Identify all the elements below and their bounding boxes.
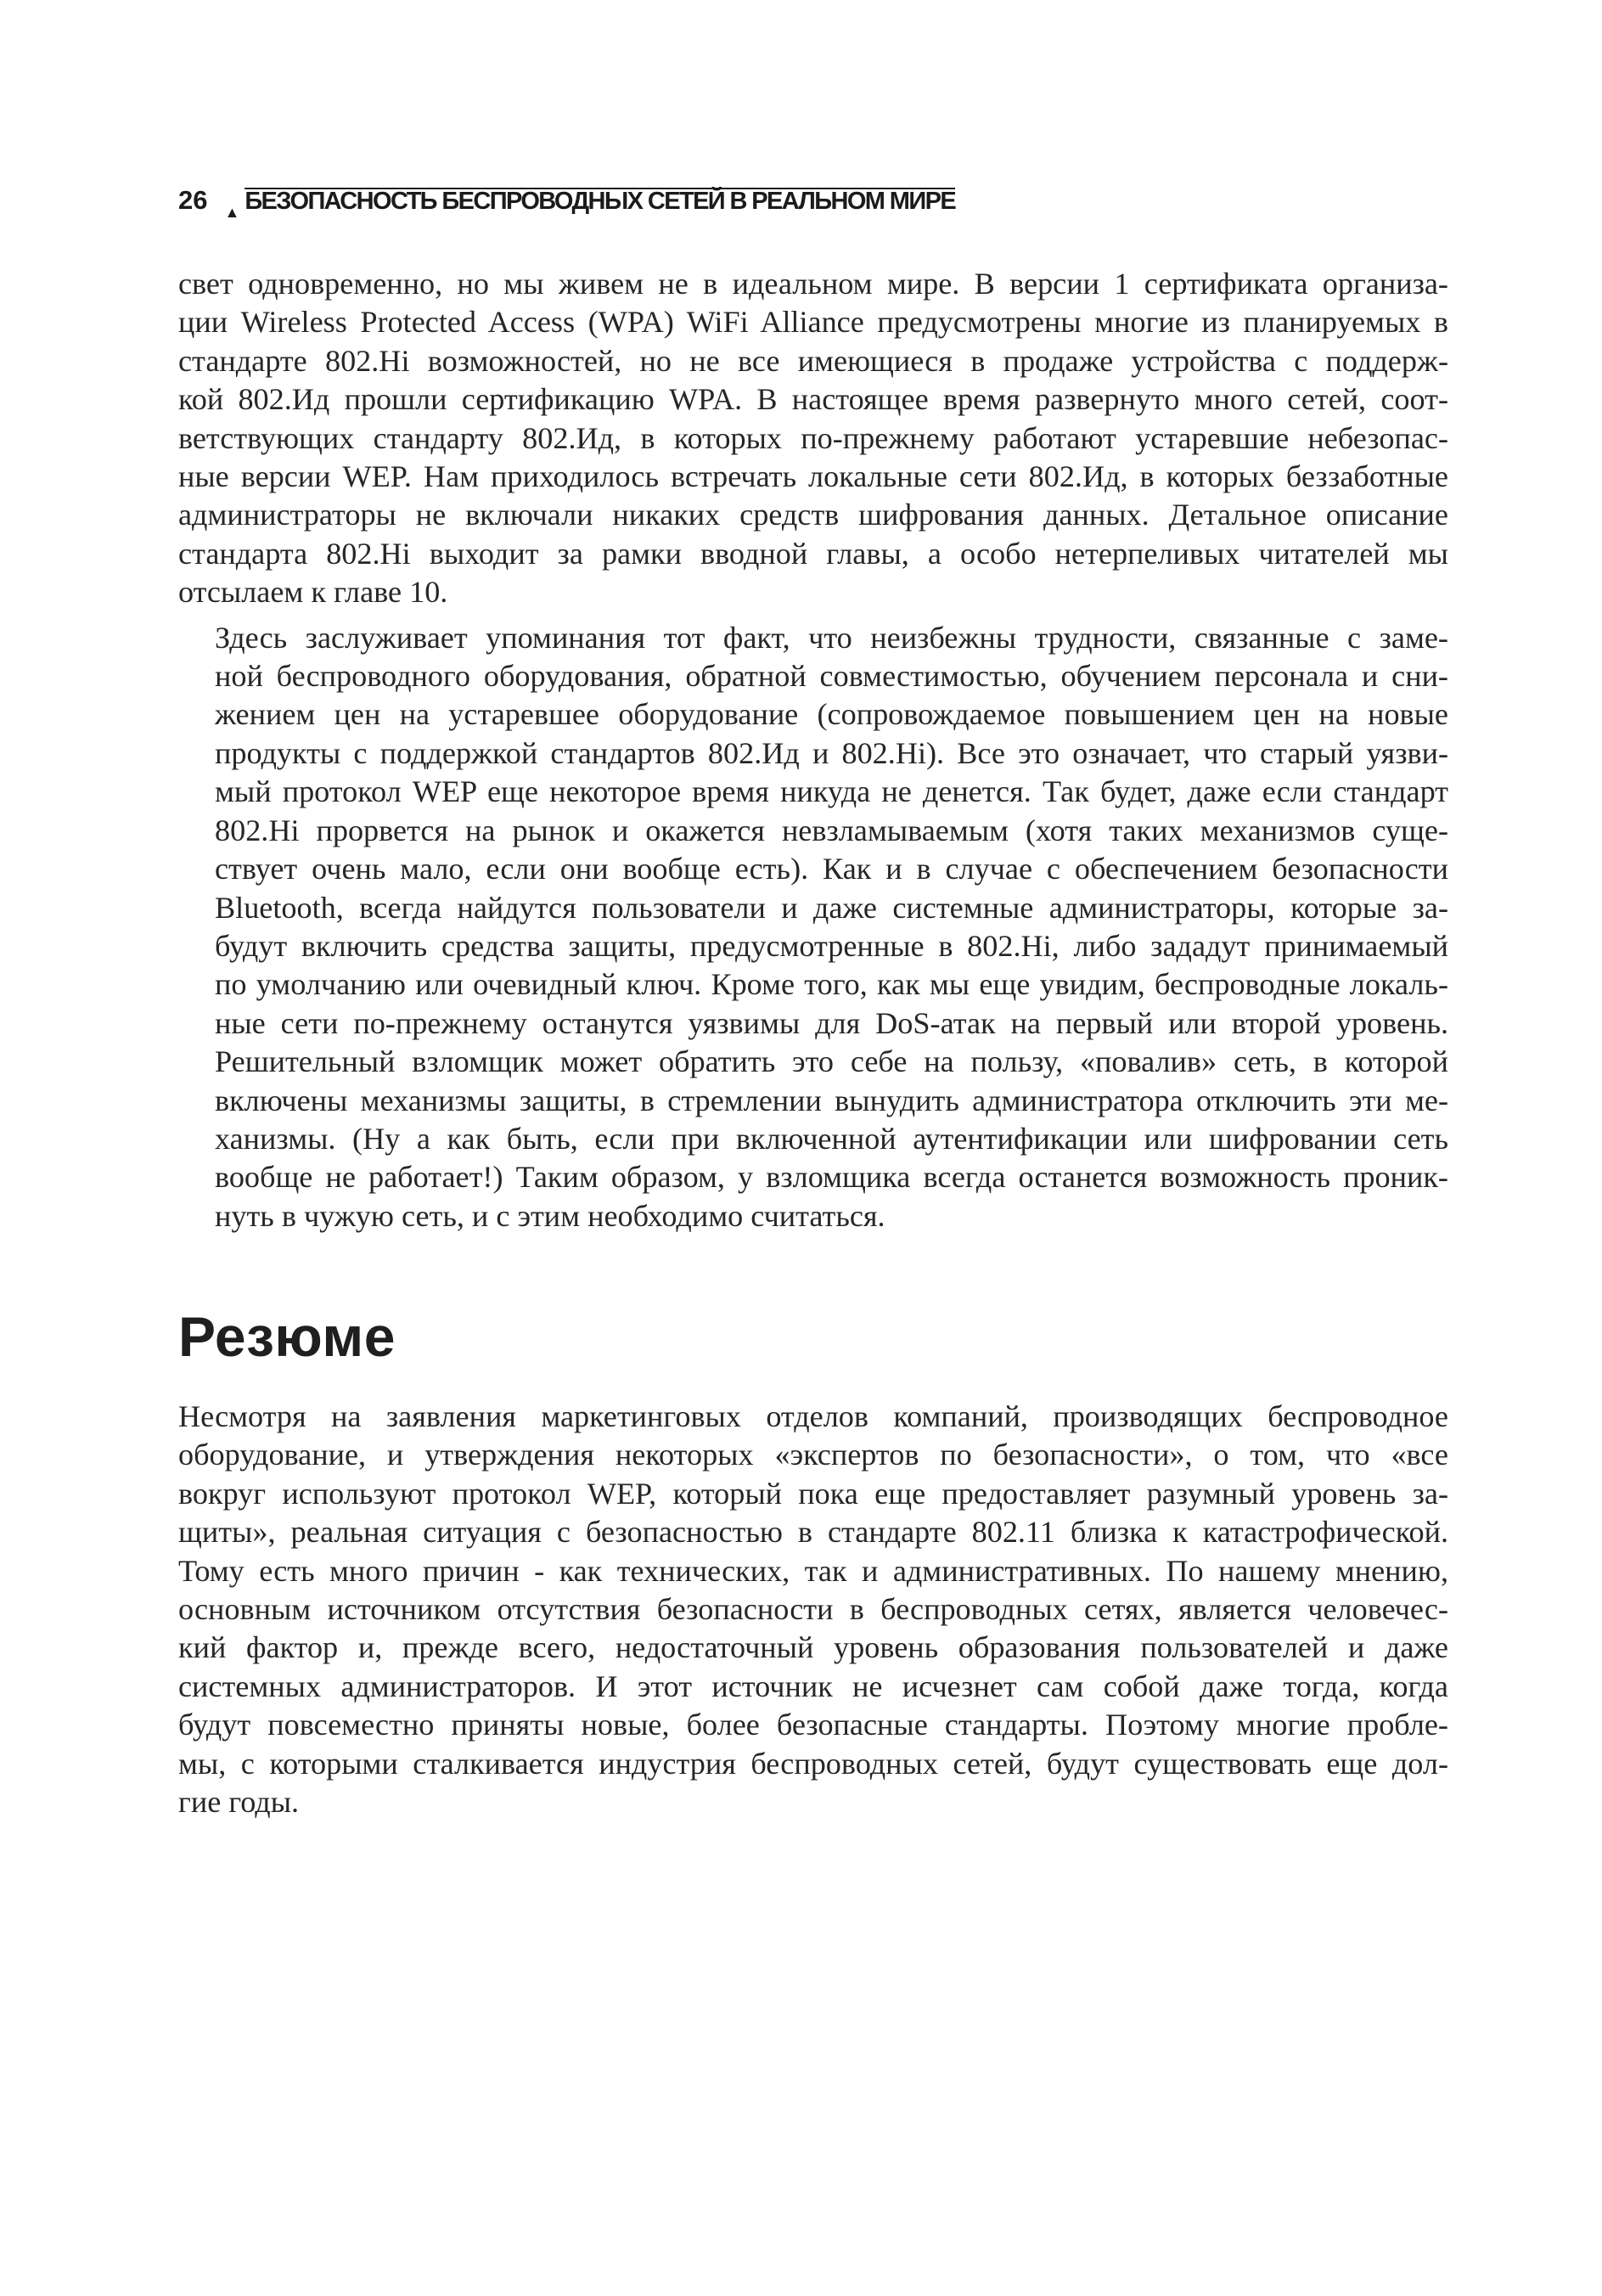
- text-line: ветствующих стандарту 802.Ид, в которых по-прежнему работают устаревшие небезопас-: [178, 420, 1448, 455]
- text-line: будут повсеместно приняты новые, более безопасные стандарты. Поэтому многие пробле-: [178, 1708, 1448, 1742]
- text-line: гие годы.: [178, 1785, 300, 1820]
- text-line: ханизмы. (Ну а как быть, если при включенной аутентификации или шифровании сеть: [215, 1121, 1448, 1156]
- text-line: ные сети по-прежнему останутся уязвимы для DoS-атак на первый или второй уровень.: [215, 1005, 1448, 1040]
- paragraph-2: [178, 619, 1448, 1236]
- text-line: кий фактор и, прежде всего, недостаточный уровень образования пользователей и даже: [178, 1630, 1448, 1665]
- paragraph-1: [178, 265, 1448, 612]
- text-line: по умолчанию или очевидный ключ. Кроме того, как мы еще увидим, беспроводные локаль-: [215, 967, 1448, 1002]
- text-line: Здесь заслуживает упоминания тот факт, что неизбежны трудности, связанные с заме-: [215, 620, 1448, 655]
- header-separator-icon: ▲: [224, 204, 240, 221]
- page-number: 26: [178, 185, 208, 215]
- text-line: 802.Hi прорвется на рынок и окажется невзламываемым (хотя таких механизмов суще-: [215, 813, 1448, 847]
- text-line: Несмотря на заявления маркетинговых отделов компаний, производящих беспроводное: [178, 1399, 1448, 1433]
- text-line: жением цен на устаревшее оборудование (сопровождаемое повышением цен на новые: [215, 697, 1448, 732]
- summary-paragraph: [178, 1398, 1448, 1821]
- text-line: Тому есть много причин - как технических, так и административных. По нашему мнению,: [178, 1553, 1448, 1588]
- text-line: системных администраторов. И этот источник не исчезнет сам собой даже тогда, когда: [178, 1669, 1448, 1703]
- summary-text: [178, 1398, 1448, 1821]
- text-line: мы, с которыми сталкивается индустрия беспроводных сетей, будут существовать еще дол-: [178, 1746, 1448, 1781]
- text-line: стандарта 802.Hi выходит за рамки вводной главы, а особо нетерпеливых читателей мы: [178, 536, 1448, 571]
- text-line: ные версии WEP. Нам приходилось встречать локальные сети 802.Ид, в которых беззаботные: [178, 459, 1448, 494]
- text-line: продукты с поддержкой стандартов 802.Ид и 802.Hi). Все это означает, что старый уязви-: [215, 735, 1448, 770]
- section-heading: Резюме: [178, 1305, 396, 1368]
- text-line: ной беспроводного оборудования, обратной совместимостью, обучением персонала и сни-: [215, 659, 1448, 694]
- chapter-title: БЕЗОПАСНОСТЬ БЕСПРОВОДНЫХ СЕТЕЙ В РЕАЛЬНОМ МИРЕ: [245, 188, 956, 215]
- text-line: основным источником отсутствия безопасности в беспроводных сетях, является человечес-: [178, 1592, 1448, 1627]
- text-line: ции Wireless Protected Access (WPA) WiFi Alliance предусмотрены многие из планируемых в: [178, 305, 1448, 340]
- text-line: стандарте 802.Hi возможностей, но не все имеющиеся в продаже устройства с поддерж-: [178, 343, 1448, 378]
- text-line: вокруг используют протокол WEP, который пока еще предоставляет разумный уровень за-: [178, 1476, 1448, 1511]
- text-line: свет одновременно, но мы живем не в идеальном мире. В версии 1 сертификата организа-: [178, 267, 1448, 301]
- text-line: мый протокол WEP еще некоторое время никуда не денется. Так будет, даже если стандарт: [215, 774, 1448, 809]
- text-line: отсылаем к главе 10.: [178, 575, 448, 610]
- text-line: оборудование, и утверждения некоторых «экспертов по безопасности», о том, что «все: [178, 1438, 1448, 1472]
- body-text: [178, 265, 1448, 1235]
- text-line: вообще не работает!) Таким образом, у взломщика всегда останется возможность проник-: [215, 1160, 1448, 1195]
- text-line: нуть в чужую сеть, и с этим необходимо считаться.: [215, 1198, 885, 1233]
- text-line: включены механизмы защиты, в стремлении вынудить администратора отключить эти ме-: [215, 1083, 1448, 1117]
- text-line: Bluetooth, всегда найдутся пользователи и даже системные администраторы, которые за-: [215, 890, 1448, 925]
- text-line: щиты», реальная ситуация с безопасностью в стандарте 802.11 близка к катастрофической.: [178, 1515, 1448, 1550]
- text-line: ствует очень мало, если они вообще есть). Как и в случае с обеспечением безопасности: [215, 852, 1448, 886]
- text-line: администраторы не включали никаких средств шифрования данных. Детальное описание: [178, 498, 1448, 532]
- text-line: кой 802.Ид прошли сертификацию WPA. В настоящее время развернуто много сетей, соот-: [178, 382, 1448, 417]
- text-line: Решительный взломщик может обратить это себе на пользу, «повалив» сеть, в которой: [215, 1044, 1448, 1079]
- running-head: [178, 185, 1452, 226]
- text-line: будут включить средства защиты, предусмотренные в 802.Hi, либо зададут принимаемый: [215, 928, 1448, 963]
